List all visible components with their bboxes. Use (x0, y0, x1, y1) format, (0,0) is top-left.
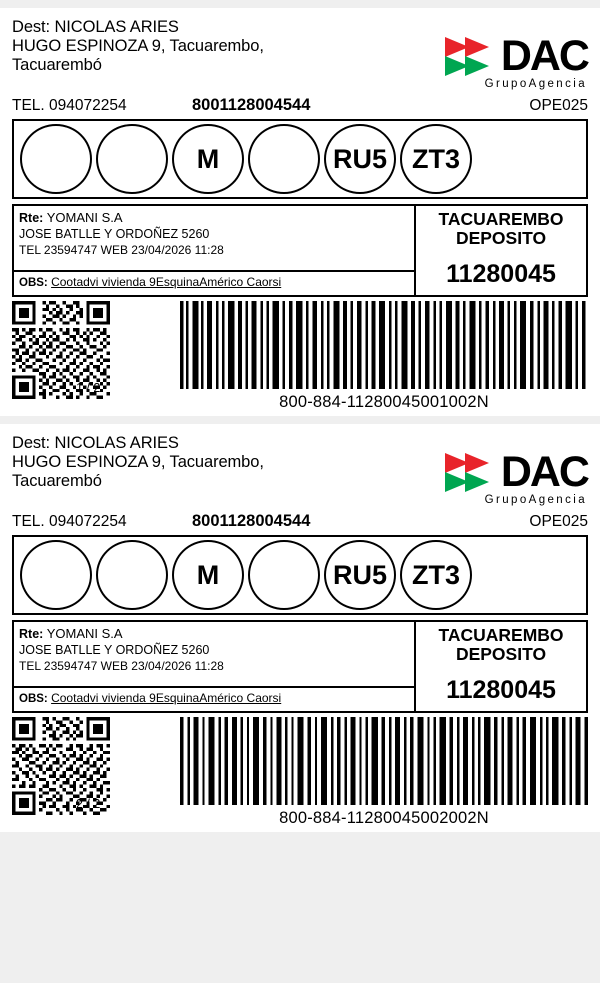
routing-circle: ZT3 (400, 540, 472, 610)
operator-code: OPE025 (529, 513, 588, 530)
barcode-block (132, 301, 588, 412)
operator-code: OPE025 (529, 97, 588, 114)
destination-line-1: Dest: NICOLAS ARIES (12, 434, 179, 452)
shipping-label-1 (0, 8, 600, 416)
shipping-label-2 (0, 424, 600, 832)
qr-block (12, 717, 132, 811)
page-bottom-margin (0, 832, 600, 983)
sender-contact: TEL 23594747 WEB 23/04/2026 11:28 (19, 243, 224, 257)
barcode-block (132, 717, 588, 828)
page-number: 2 / 2 (76, 797, 101, 811)
brand-row (423, 448, 588, 496)
barcode-icon (180, 717, 588, 805)
routing-circle: RU5 (324, 540, 396, 610)
routing-circles (12, 535, 588, 615)
depot-block (416, 206, 586, 295)
depot-name-line-1: TACUAREMBO (438, 625, 564, 645)
sender-contact: TEL 23594747 WEB 23/04/2026 11:28 (19, 659, 224, 673)
brand-name: DAC (500, 448, 588, 496)
sender-block (14, 206, 416, 295)
depot-number: 11280045 (446, 260, 556, 288)
tel-tracking-row (12, 96, 588, 115)
barcode-text: 800-884-11280045001002N (279, 393, 489, 411)
brand-block (423, 18, 588, 90)
qr-block (12, 301, 132, 395)
routing-circle: M (172, 124, 244, 194)
dac-logo-icon (443, 36, 497, 76)
sender-lines (14, 206, 414, 272)
sender-rte-label: Rte: (19, 627, 44, 641)
destination-line-1: Dest: NICOLAS ARIES (12, 18, 179, 36)
destination-block (12, 18, 264, 75)
routing-circles (12, 119, 588, 199)
sender-rte-label: Rte: (19, 211, 44, 225)
sender-lines (14, 622, 414, 688)
depot-name-line-2: DEPOSITO (455, 644, 547, 664)
sender-block (14, 622, 416, 711)
destination-line-2: HUGO ESPINOZA 9, Tacuarembo, (12, 37, 264, 55)
sender-depot-box (12, 620, 588, 713)
sender-address: JOSE BATLLE Y ORDOÑEZ 5260 (19, 643, 210, 657)
codes-row (12, 717, 588, 828)
observations (14, 272, 414, 293)
sender-name-line (19, 210, 409, 226)
obs-text: Cootadvi vivienda 9EsquinaAmérico Caorsi (51, 691, 282, 705)
barcode-icon (180, 301, 588, 389)
routing-circle: ZT3 (400, 124, 472, 194)
sender-depot-box (12, 204, 588, 297)
page-number: 1 / 2 (76, 381, 101, 395)
depot-name-line-1: TACUAREMBO (438, 209, 564, 229)
tracking-number: 8001128004544 (192, 96, 311, 114)
routing-circle (20, 540, 92, 610)
sender-name-line (19, 626, 409, 642)
codes-row (12, 301, 588, 412)
tracking-number: 8001128004544 (192, 512, 311, 530)
telephone: TEL. 094072254 (12, 97, 127, 114)
telephone: TEL. 094072254 (12, 513, 127, 530)
page-top-margin (0, 0, 600, 8)
routing-circle (20, 124, 92, 194)
label-header (12, 434, 588, 506)
destination-line-3: Tacuarembó (12, 56, 102, 74)
routing-circle (248, 124, 320, 194)
routing-circle (96, 540, 168, 610)
brand-block (423, 434, 588, 506)
sender-name: YOMANI S.A (46, 626, 123, 641)
depot-number: 11280045 (446, 676, 556, 704)
depot-block (416, 622, 586, 711)
obs-label: OBS: (19, 693, 48, 705)
destination-line-3: Tacuarembó (12, 472, 102, 490)
label-header (12, 18, 588, 90)
obs-label: OBS: (19, 277, 48, 289)
brand-tagline: GrupoAgencia (484, 494, 587, 506)
barcode-text: 800-884-11280045002002N (279, 809, 489, 827)
sender-address: JOSE BATLLE Y ORDOÑEZ 5260 (19, 227, 210, 241)
brand-row (423, 32, 588, 80)
depot-name-line-2: DEPOSITO (455, 228, 547, 248)
tel-tracking-row (12, 512, 588, 531)
obs-text: Cootadvi vivienda 9EsquinaAmérico Caorsi (51, 275, 282, 289)
brand-name: DAC (500, 32, 588, 80)
routing-circle (248, 540, 320, 610)
observations (14, 688, 414, 709)
routing-circle: RU5 (324, 124, 396, 194)
destination-line-2: HUGO ESPINOZA 9, Tacuarembo, (12, 453, 264, 471)
routing-circle: M (172, 540, 244, 610)
sender-name: YOMANI S.A (46, 210, 123, 225)
routing-circle (96, 124, 168, 194)
brand-tagline: GrupoAgencia (484, 78, 587, 90)
destination-block (12, 434, 264, 491)
dac-logo-icon (443, 452, 497, 492)
